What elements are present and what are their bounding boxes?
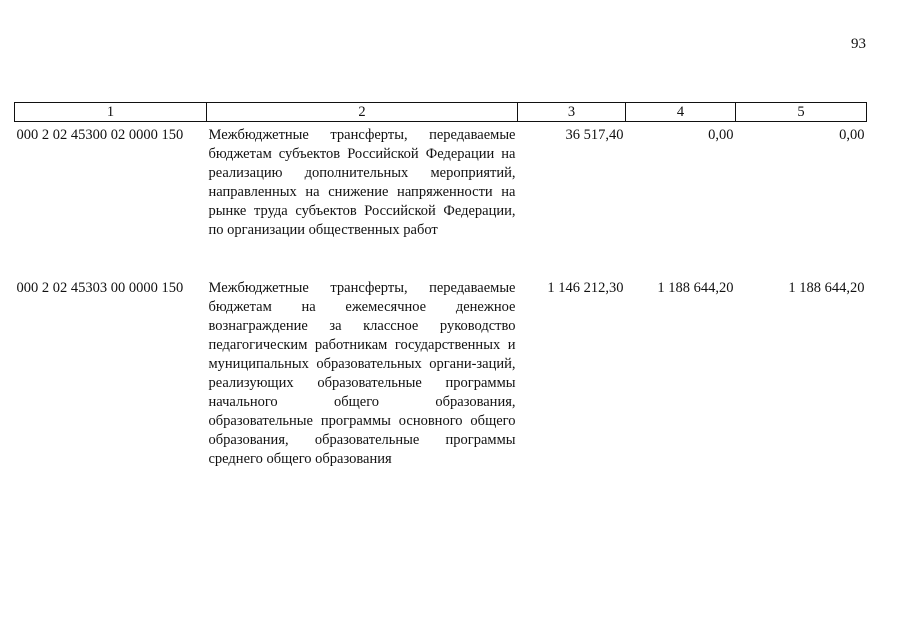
amount-col-4: 0,00 (708, 127, 734, 143)
description: Межбюджетные трансферты, передаваемые бюджетам на ежемесячное денежное вознаграждение за классное руководство педагогическим работникам государственных и муниципальных образовательных органи-заций, реализующих образовательные программы начального общего образования, образовательные программы основного общего образования, образовательные программы среднего общего образования (208, 280, 516, 467)
budget-code: 000 2 02 45303 00 0000 150 (16, 280, 184, 296)
amount-col-3: 36 517,40 (565, 127, 624, 143)
amount-col-5: 0,00 (839, 127, 865, 143)
amount-col-5: 1 188 644,20 (788, 280, 865, 296)
table-row (15, 122, 867, 276)
amount-col-4: 1 188 644,20 (657, 280, 734, 296)
budget-table (14, 102, 867, 479)
budget-code: 000 2 02 45300 02 0000 150 (16, 127, 184, 143)
description: Межбюджетные трансферты, передаваемые бюджетам субъектов Российской Федерации на реализацию дополнительных мероприятий, направленных на снижение напряженности на рынке труда субъектов Российской Федерации, по организации общественных работ (208, 127, 516, 238)
header-col-4: 4 (626, 103, 736, 122)
header-col-2: 2 (207, 103, 518, 122)
header-col-1: 1 (15, 103, 207, 122)
table-row (15, 275, 867, 479)
amount-col-3: 1 146 212,30 (547, 280, 624, 296)
header-col-5: 5 (736, 103, 867, 122)
page-number: 93 (851, 36, 866, 52)
header-row (15, 103, 867, 122)
header-col-3: 3 (518, 103, 626, 122)
